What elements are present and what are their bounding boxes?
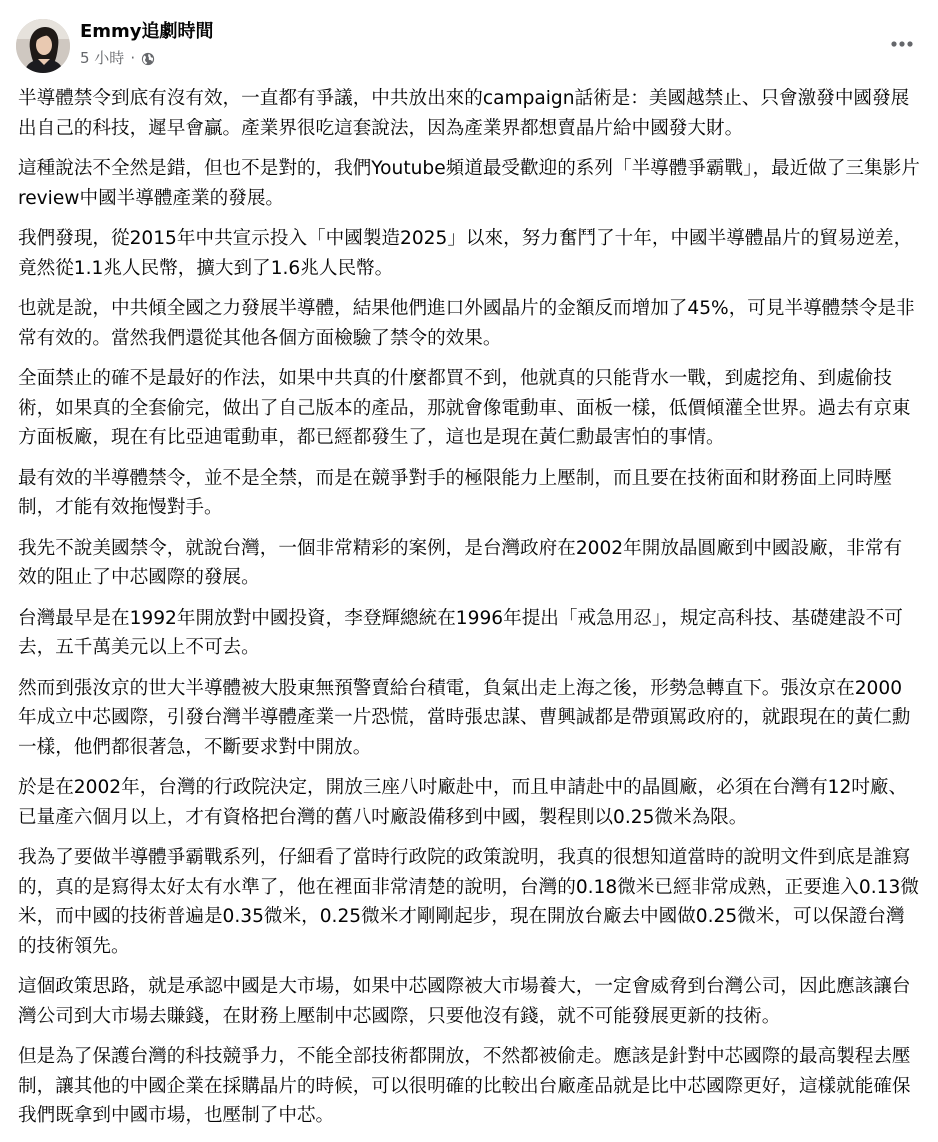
author-name[interactable]: Emmy追劇時間 bbox=[80, 21, 214, 42]
post-paragraph: 我為了要做半導體爭霸戰系列，仔細看了當時行政院的政策說明，我真的很想知道當時的說明文件到底是誰寫的，真的是寫得太好太有水準了，他在裡面非常清楚的說明，台灣的0.18微米已經非常成熟，正要進入0.13微米，而中國的技術普遍是0.35微米，0.25微米才剛剛起步，現在開放台廠去中國做0.25微米，可以保證台灣的技術領先。 bbox=[18, 847, 919, 957]
post-timestamp[interactable]: 5 小時 bbox=[80, 49, 125, 67]
post-body bbox=[18, 84, 920, 1142]
post-header bbox=[16, 16, 922, 76]
post-paragraph: 這種說法不全然是錯，但也不是對的，我們Youtube頻道最受歡迎的系列「半導體爭霸戰」，最近做了三集影片review中國半導體產業的發展。 bbox=[18, 158, 920, 209]
post-paragraph: 台灣最早是在1992年開放對中國投資，李登輝總統在1996年提出「戒急用忍」，規定高科技、基礎建設不可去，五千萬美元以上不可去。 bbox=[18, 607, 903, 658]
author-avatar[interactable] bbox=[16, 19, 70, 73]
meta-separator: · bbox=[130, 49, 136, 67]
post-paragraph: 我們發現，從2015年中共宣示投入「中國製造2025」以來，努力奮鬥了十年，中國半導體晶片的貿易逆差，竟然從1.1兆人民幣，擴大到了1.6兆人民幣。 bbox=[18, 228, 913, 279]
post-paragraph: 最有效的半導體禁令，並不是全禁，而是在競爭對手的極限能力上壓制，而且要在技術面和財務面上同時壓制，才能有效拖慢對手。 bbox=[18, 467, 892, 518]
more-horizontal-icon bbox=[890, 40, 914, 48]
post-paragraph: 於是在2002年，台灣的行政院決定，開放三座八吋廠赴中，而且申請赴中的晶圓廠，必須在台灣有12吋廠、已量產六個月以上，才有資格把台灣的舊八吋廠設備移到中國，製程則以0.25微米為限。 bbox=[18, 777, 908, 828]
post-paragraph: 我先不說美國禁令，就說台灣，一個非常精彩的案例，是台灣政府在2002年開放晶圓廠到中國設廠，非常有效的阻止了中芯國際的發展。 bbox=[18, 537, 903, 588]
post-paragraph: 半導體禁令到底有沒有效，一直都有爭議，中共放出來的campaign話術是：美國越禁止、只會激發中國發展出自己的科技，遲早會贏。產業界很吃這套說法，因為產業界都想賣晶片給中國發大財。 bbox=[18, 88, 910, 139]
globe-icon[interactable] bbox=[141, 51, 155, 65]
post-paragraph: 但是為了保護台灣的科技競爭力，不能全部技術都開放，不然都被偷走。應該是針對中芯國際的最高製程去壓制，讓其他的中國企業在採購晶片的時候，可以很明確的比較出台廠產品就是比中芯國際更好，這樣就能確保我們既拿到中國市場，也壓制了中芯。 bbox=[18, 1046, 911, 1126]
post-paragraph: 全面禁止的確不是最好的作法，如果中共真的什麼都買不到，他就真的只能背水一戰，到處挖角、到處偷技術，如果真的全套偷完，做出了自己版本的產品，那就會像電動車、面板一樣，低價傾灌全世界。過去有京東方面板廠，現在有比亞迪電動車，都已經都發生了，這也是現在黃仁勳最害怕的事情。 bbox=[18, 368, 911, 448]
post-paragraph: 也就是說，中共傾全國之力發展半導體，結果他們進口外國晶片的金額反而增加了45%，可見半導體禁令是非常有效的。當然我們還從其他各個方面檢驗了禁令的效果。 bbox=[18, 298, 915, 349]
avatar-portrait bbox=[16, 19, 70, 73]
more-options-button[interactable] bbox=[882, 26, 922, 62]
post-meta bbox=[80, 48, 155, 68]
post-paragraph: 這個政策思路，就是承認中國是大市場，如果中芯國際被大市場養大，一定會威脅到台灣公司，因此應該讓台灣公司到大市場去賺錢，在財務上壓制中芯國際，只要他沒有錢，就不可能發展更新的技術。 bbox=[18, 976, 911, 1027]
post-paragraph: 然而到張汝京的世大半導體被大股東無預警賣給台積電，負氣出走上海之後，形勢急轉直下。張汝京在2000年成立中芯國際，引發台灣半導體產業一片恐慌，當時張忠謀、曹興誠都是帶頭罵政府的，就跟現在的黃仁勳一樣，他們都很著急，不斷要求對中開放。 bbox=[18, 677, 911, 758]
